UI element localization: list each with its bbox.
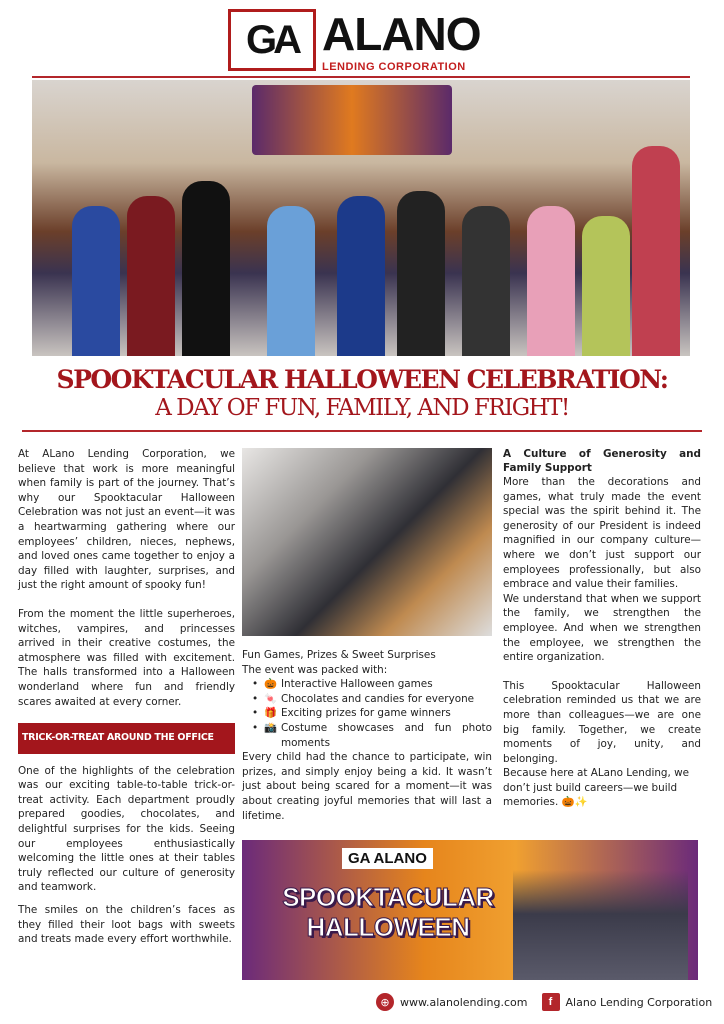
halloween-banner-image	[242, 840, 698, 980]
culture-paragraph: More than the decorations and games, what truly made the event special was the spirit behind it. The generosity of our President is indeed magnified in our company culture—where we don’t just support our employees professionally, but also embrace and value their families.	[503, 476, 701, 591]
banner-title: SPOOKTACULAR HALLOWEEN	[282, 882, 494, 942]
column-middle	[242, 648, 492, 837]
camera-icon: • 📸	[264, 721, 277, 734]
list-item	[252, 677, 492, 692]
facebook-icon: f	[542, 993, 560, 1011]
title-line-1: SPOOKTACULAR HALLOWEEN CELEBRATION:	[56, 365, 668, 394]
closing-paragraph: Because here at ALano Lending, we don’t just build careers—we build memories. 🎃✨	[503, 767, 690, 809]
logo-subtitle: LENDING CORPORATION	[322, 61, 481, 73]
list-item	[252, 692, 492, 707]
celebration-paragraph: This Spooktacular Halloween celebration reminded us that we are more than colleagues—we are one big family. Together, we create moments of joy, unity, and belonging.	[503, 679, 701, 765]
list-item	[252, 721, 492, 750]
games-heading: Fun Games, Prizes & Sweet Surprises	[242, 649, 436, 661]
section-heading: TRICK-OR-TREAT AROUND THE OFFICE	[18, 723, 235, 754]
globe-icon: ⊕	[376, 993, 394, 1011]
banner-group-photo	[513, 870, 688, 980]
activity-list	[242, 677, 492, 750]
article-title	[0, 366, 724, 422]
candy-icon: • 🍬	[264, 692, 277, 705]
list-item-text: Costume showcases and fun photo moments	[280, 721, 492, 749]
column-left	[18, 447, 235, 961]
pumpkin-icon: • 🎃	[264, 678, 277, 691]
hero-photo	[32, 80, 690, 356]
list-item-text: Exciting prizes for game winners	[280, 707, 451, 720]
company-logo	[228, 8, 496, 72]
event-photo	[242, 448, 492, 636]
list-item	[252, 706, 492, 721]
family-paragraph: We understand that when we support the family, we strengthen the employee. And when we strengthen the employee, we strengthen the entire organization.	[503, 592, 701, 664]
logo-mark: GA	[228, 9, 316, 71]
facebook-link[interactable]: Alano Lending Corporation	[565, 995, 713, 1009]
culture-heading: A Culture of Generosity and Family Support	[503, 448, 701, 474]
title-line-2: A DAY OF FUN, FAMILY, AND FRIGHT!	[155, 395, 569, 421]
column-right	[503, 447, 701, 824]
intro-paragraph: At ALano Lending Corporation, we believe that work is more meaningful when family is part of the journey. That’s why our Spooktacular Halloween Celebration was not just an event—it was a heartwarming gathering where our employees’ children, nieces, nephews, and loved ones came together to enjoy a day filled with laughter, surprises, and just the right amount of spooky fun!	[18, 448, 235, 592]
list-item-text: Interactive Halloween games	[280, 678, 433, 691]
gift-icon: • 🎁	[264, 707, 277, 720]
title-divider	[22, 430, 702, 432]
header-divider	[32, 76, 690, 78]
costumes-paragraph: From the moment the little superheroes, witches, vampires, and princesses arrived in their creative costumes, the atmosphere was filled with excitement. The halls transformed into a Halloween wonderland where fun and friendly scares awaited at every corner.	[18, 607, 235, 708]
footer	[376, 993, 712, 1011]
trick-or-treat-paragraph: One of the highlights of the celebration was our exciting table-to-table trick-or-treat activity. Each department proudly prepared goodies, chocolates, and delightful surprises for the kids. Seeing our employees enthusiastically welcoming the little ones at their tables truly reflected our culture of generosity and teamwork.	[18, 764, 235, 894]
logo-name: ALANO	[322, 8, 481, 60]
games-intro: The event was packed with:	[242, 663, 388, 676]
list-item-text: Chocolates and candies for everyone	[280, 692, 475, 705]
banner-logo: GA ALANO	[342, 848, 433, 869]
games-paragraph: Every child had the chance to participate, win prizes, and simply enjoy being a kid. It wasn’t just about being scared for a moment—it was about creating joyful memories that will last a lifetime.	[242, 751, 492, 822]
smiles-paragraph: The smiles on the children’s faces as they filled their loot bags with sweets and treats made every effort worthwhile.	[18, 904, 235, 946]
website-link[interactable]: www.alanolending.com	[400, 995, 528, 1009]
